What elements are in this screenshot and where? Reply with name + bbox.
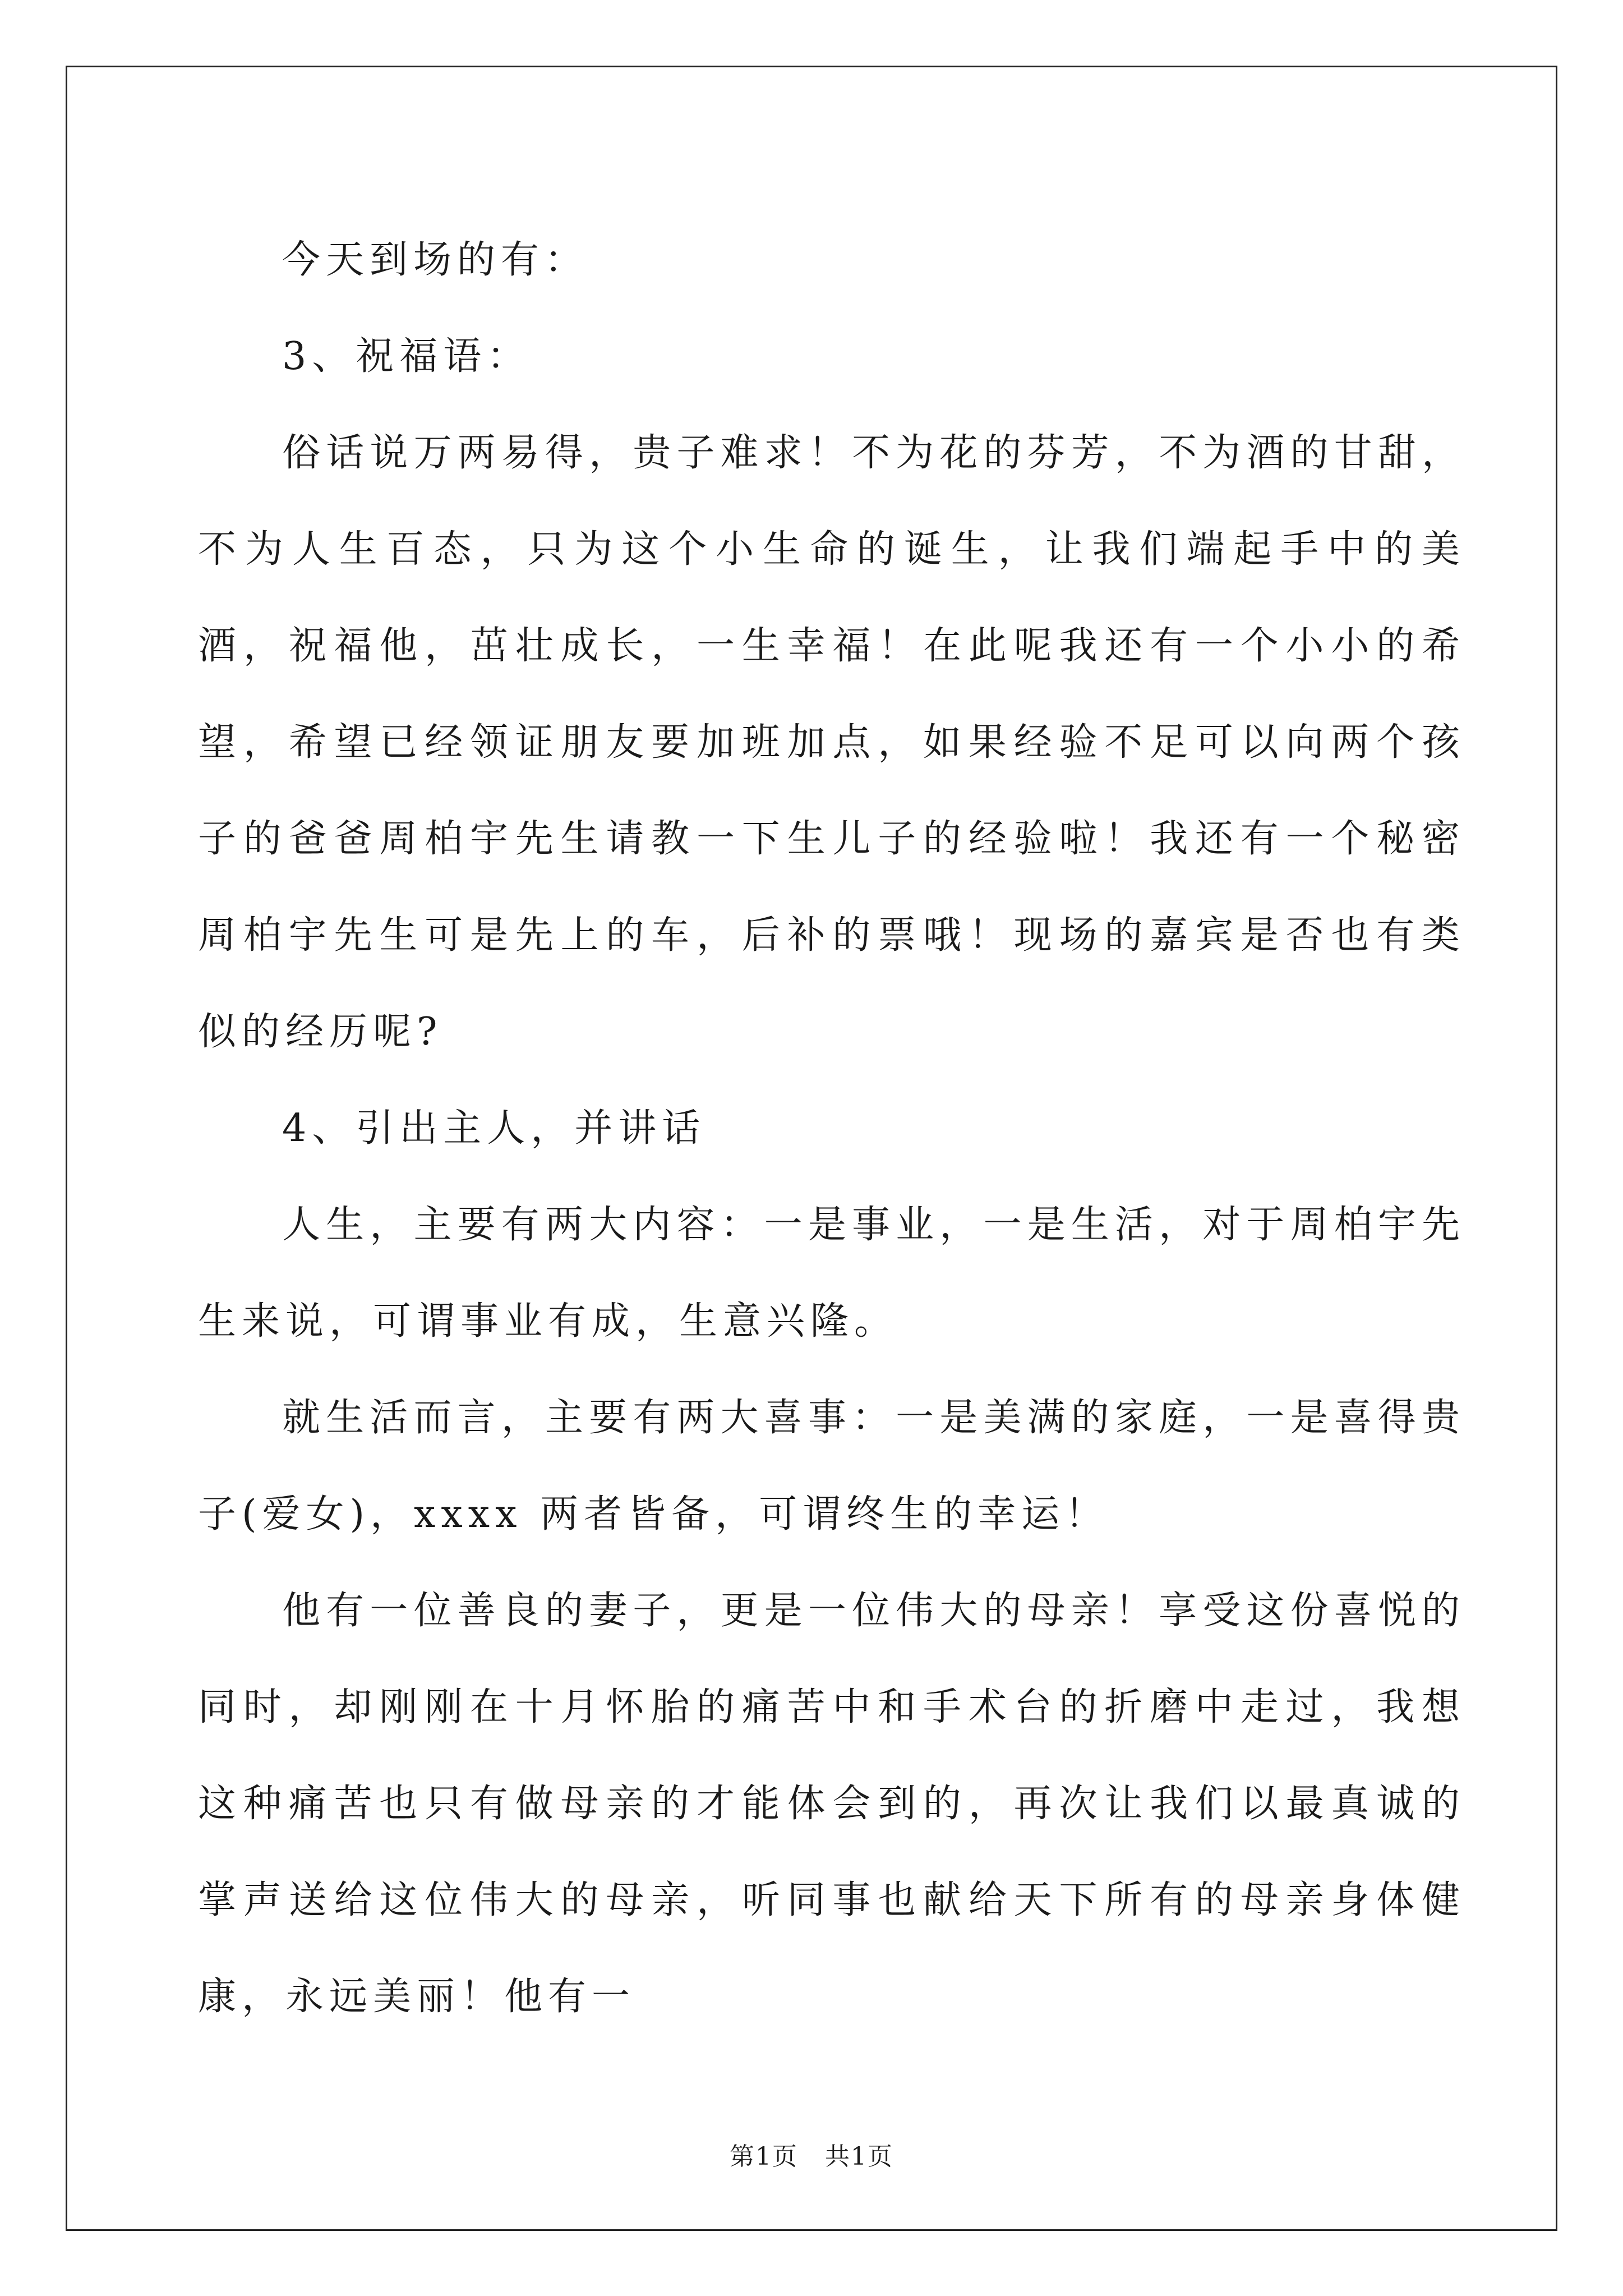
document-body bbox=[198, 212, 1465, 2045]
section-heading-host: 4、引出主人，并讲话 bbox=[282, 1106, 706, 1151]
paragraph-blessing: 俗话说万两易得，贵子难求！不为花的芬芳，不为酒的甘甜，不为人生百态，只为这个小生命的诞生，让我们端起手中的美酒，祝福他，茁壮成长，一生幸福！在此呢我还有一个小小的希望，希望已经领证朋友要加班加点，如果经验不足可以向两个孩子的爸爸周柏宇先生请教一下生儿子的经验啦！我还有一个秘密周柏宇先生可是先上的车，后补的票哦！现场的嘉宾是否也有类似的经历呢? bbox=[198, 431, 1465, 1054]
paragraph-family: 就生活而言，主要有两大喜事：一是美满的家庭，一是喜得贵子(爱女)，xxxx 两者皆备，可谓终生的幸运！ bbox=[198, 1396, 1465, 1536]
paragraph-life: 人生，主要有两大内容：一是事业，一是生活，对于周柏宇先生来说，可谓事业有成，生意兴隆。 bbox=[198, 1203, 1465, 1343]
page-footer bbox=[0, 2140, 1623, 2174]
paragraph-mother: 他有一位善良的妻子，更是一位伟大的母亲！享受这份喜悦的同时，却刚刚在十月怀胎的痛苦中和手术台的折磨中走过，我想这种痛苦也只有做母亲的才能体会到的，再次让我们以最真诚的掌声送给这位伟大的母亲，听同事也献给天下所有的母亲身体健康，永远美丽！他有一 bbox=[198, 1589, 1465, 2019]
section-heading-blessing: 3、祝福语： bbox=[282, 334, 531, 379]
paragraph-attendees: 今天到场的有： bbox=[282, 238, 589, 282]
page-number: 第1页 bbox=[730, 2142, 798, 2171]
page-total: 共1页 bbox=[825, 2142, 893, 2171]
